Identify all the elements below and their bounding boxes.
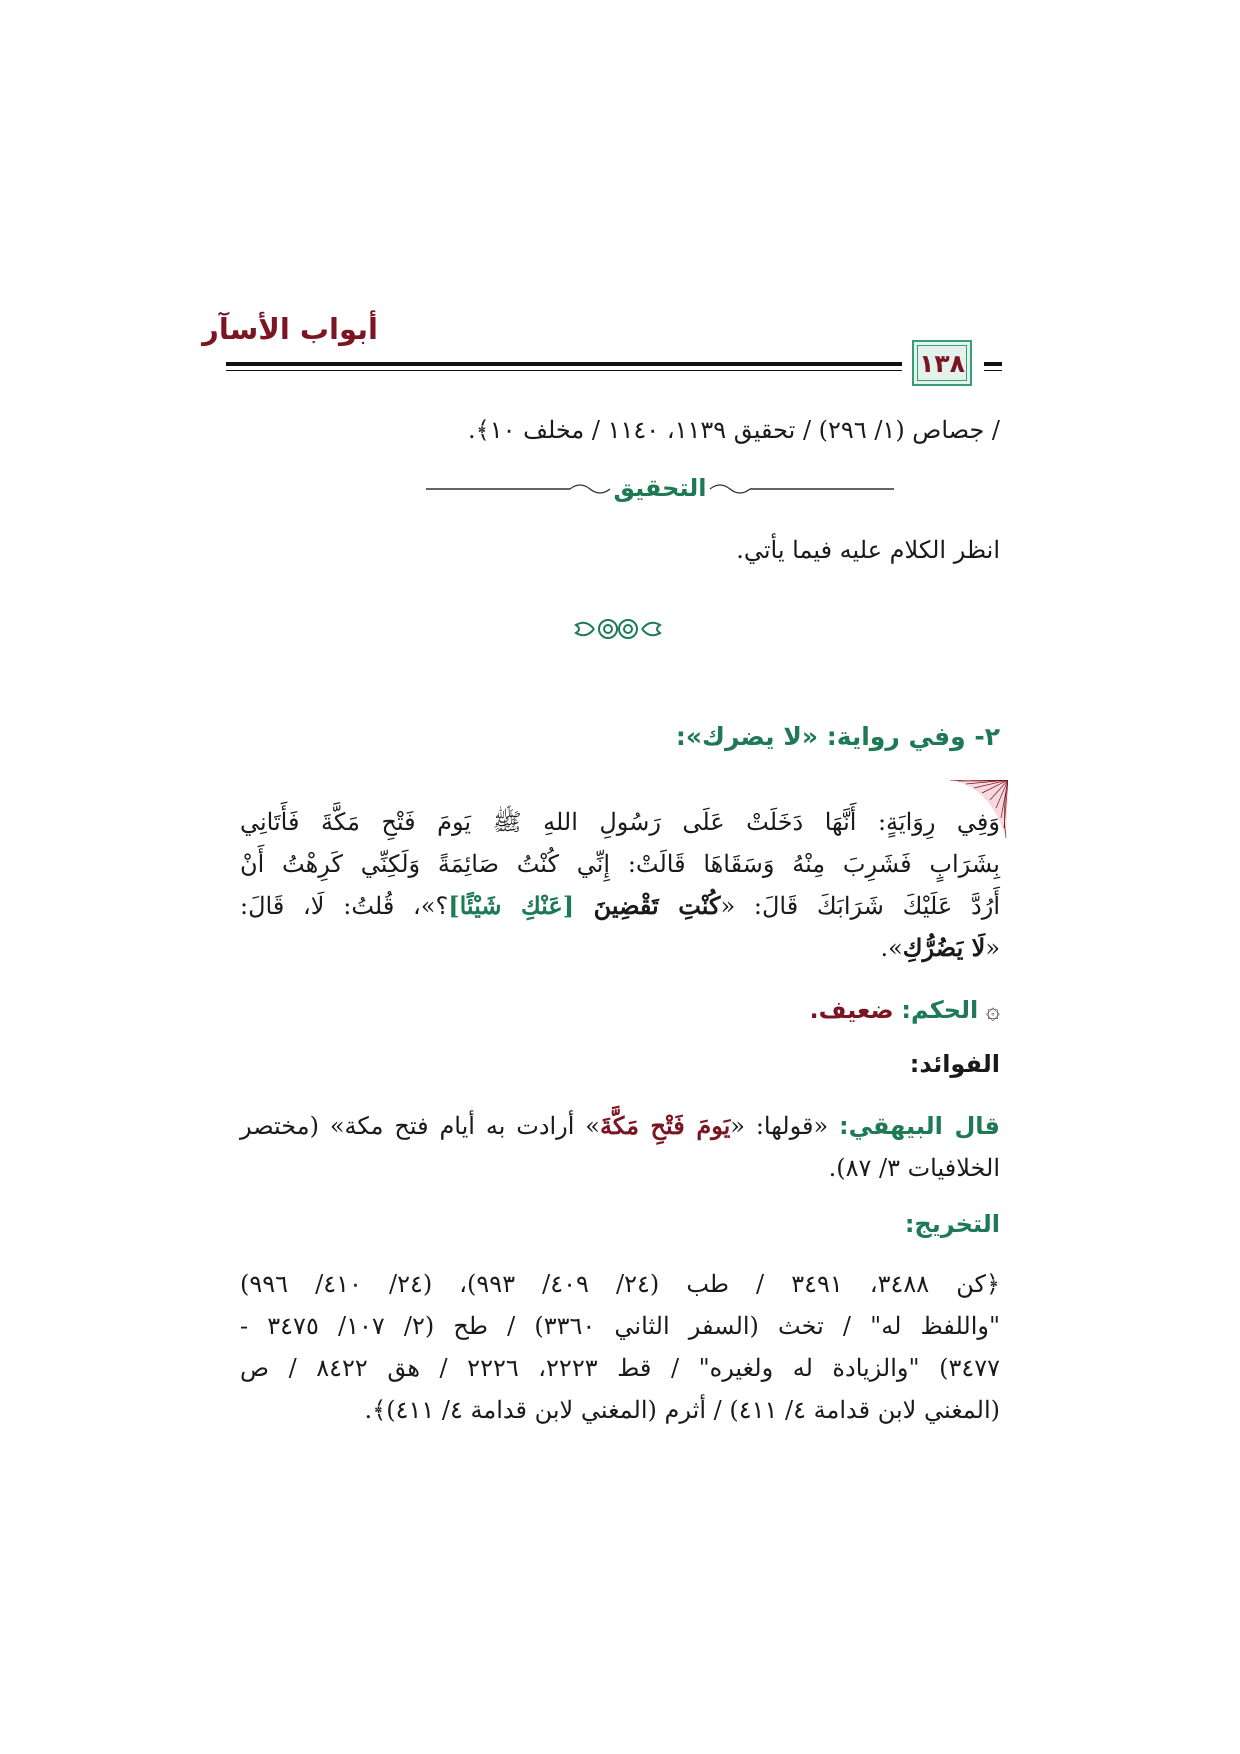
fawaid-label: الفوائد: [909,1050,1000,1078]
hadith-line-1: وَفِي رِوَايَةٍ: أَنَّهَا دَخَلَتْ عَلَى رَسُولِ اللهِ ﷺ يَومَ فَتْحِ مَكَّةَ فَأَتَانِي [240,808,1000,836]
header-rule-thin [226,370,1002,371]
ruling-label: الحكم: [901,996,979,1024]
takhrij-line-2: "واللفظ له" / تخث (السفر الثاني ٣٣٦٠) / طح (٢/ ١٠٧/ ٣٤٧٥ - [240,1312,1000,1340]
section-heading: ٢- وفي رواية: «لا يضرك»: [675,722,1000,751]
running-title: أبواب الأسآر [202,312,378,346]
floral-ornament-icon [568,614,668,644]
tahqiq-divider [420,474,900,504]
ruling-line [810,996,1001,1025]
fawaid-line-2: الخلافيات ٣/ ٨٧). [828,1154,1000,1182]
fawaid-line-1: قال البيهقي: «قولها: «يَومَ فَتْحِ مَكَّةَ» أرادت به أيام فتح مكة» (مختصر [240,1111,1000,1140]
hadith-quote-bold: كُنْتِ تَقْضِينَ [593,891,721,920]
fawaid-quote: يَومَ فَتْحِ مَكَّةَ [600,1111,731,1140]
takhrij-line-3: ٣٤٧٧) "والزيادة له ولغيره" / قط ٢٢٢٣، ٢٢٢٦ / هق ٨٤٢٢ / ص [240,1354,1001,1382]
hadith-quote-bold-2: لَا يَضُرُّكِ [902,933,986,962]
ruling-star-icon: ۞ [978,996,1000,1024]
takhrij-line-1: ﴿كن ٣٤٨٨، ٣٤٩١ / طب (٢٤/ ٤٠٩/ ٩٩٣)، (٢٤/ ٤١٠/ ٩٩٦) [240,1270,1001,1298]
takhrij-label-line [905,1210,1000,1239]
hadith-line-4: «لَا يَضُرُّكِ». [880,933,1000,962]
hadith-line-3: أَرُدَّ عَلَيْكَ شَرَابَكَ قَالَ: «كُنْتِ تَقْضِينَ [عَنْكِ شَيْئًا]؟»، قُلتُ: لَا، قَالَ: [240,891,1001,920]
hadith-quote-addition: [عَنْكِ شَيْئًا] [448,891,594,920]
fawaid-speaker: قال البيهقي: [839,1112,1000,1140]
takhrij-line-4: (المغني لابن قدامة ٤/ ٤١١) / أثرم (المغني لابن قدامة ٤/ ٤١١)﴾. [364,1396,1000,1424]
takhrij-label: التخريج: [904,1210,1000,1238]
page-number: ١٣٨ [919,348,965,378]
hadith-line-2: بِشَرَابٍ فَشَرِبَ مِنْهُ وَسَقَاهَا قَالَتْ: إِنِّي كُنْتُ صَائِمَةً وَلَكِنِّي كَرِهْتُ أَنْ [240,850,1000,878]
header-rule [226,362,1002,366]
fawaid-label-line [910,1050,1000,1079]
continuation-line: / جصاص (١/ ٢٩٦) / تحقيق ١١٣٩، ١١٤٠ / مخلف ١٠﴾. [468,416,1000,444]
page-number-badge [912,340,972,386]
tahqiq-title: التحقيق [613,474,707,502]
tahqiq-text: انظر الكلام عليه فيما يأتي. [736,536,1000,564]
ruling-value: ضعيف. [809,996,894,1024]
